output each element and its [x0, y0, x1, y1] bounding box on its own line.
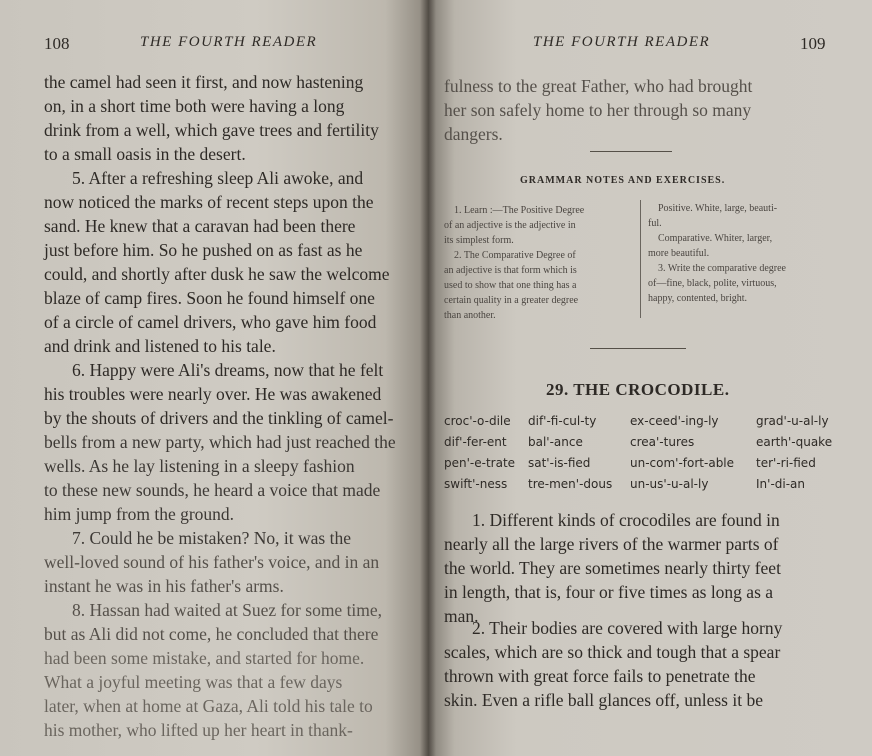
grammar-line: certain quality in a greater degree [444, 295, 579, 306]
left-line: to these new sounds, he heard a voice that made [44, 480, 381, 500]
right-line: in length, that is, four or five times as long as a [444, 582, 774, 602]
left-line: 8. Hassan had waited at Suez for some time, [72, 600, 383, 620]
grammar-line: 1. Learn :—The Positive Degree [454, 205, 585, 216]
vocab-word: sat'-is-fied [528, 456, 591, 470]
vocab-word: croc'-o-dile [444, 414, 511, 428]
grammar-line: used to show that one thing has a [444, 280, 577, 291]
right-running-head: THE FOURTH READER [533, 34, 711, 50]
left-line: him jump from the ground. [44, 504, 235, 524]
left-line: 6. Happy were Ali's dreams, now that he felt [72, 360, 384, 380]
left-page [0, 0, 428, 756]
vocab-word: swift'-ness [444, 477, 508, 491]
grammar-right-column [648, 201, 786, 306]
vocab-word: bal'-ance [528, 435, 583, 449]
vocab-col [444, 411, 515, 495]
grammar-left-column [444, 203, 584, 323]
grammar-line: ful. [648, 218, 662, 229]
left-line: now noticed the marks of recent steps upon the [44, 192, 374, 212]
left-line: 7. Could he be mistaken? No, it was the [72, 528, 351, 548]
grammar-line: happy, contented, bright. [648, 293, 748, 304]
right-line: 1. Different kinds of crocodiles are found in [472, 510, 780, 530]
right-line: scales, which are so thick and tough that a spear [444, 642, 781, 662]
right-line: dangers. [444, 124, 503, 144]
left-line: to a small oasis in the desert. [44, 144, 246, 164]
left-line: his mother, who lifted up her heart in thank- [44, 720, 353, 740]
left-line: on, in a short time both were having a long [44, 96, 345, 116]
left-line: could, and shortly after dusk he saw the welcome [44, 264, 390, 284]
column-separator [640, 200, 641, 318]
left-line: the camel had seen it first, and now hastening [44, 72, 364, 92]
divider-rule [590, 348, 686, 349]
right-page [428, 0, 872, 756]
left-line: well-loved sound of his father's voice, and in an [44, 552, 380, 572]
grammar-line: more beautiful. [648, 248, 710, 259]
left-running-head: THE FOURTH READER [140, 34, 318, 50]
divider-rule [590, 151, 672, 152]
left-line: drink from a well, which gave trees and fertility [44, 120, 379, 140]
right-line: the world. They are sometimes nearly thirty feet [444, 558, 781, 578]
vocab-word: earth'-quake [756, 435, 833, 449]
right-line: 2. Their bodies are covered with large horny [472, 618, 783, 638]
left-line: had been some mistake, and started for home. [44, 648, 365, 668]
vocab-word: dif'-fi-cul-ty [528, 414, 597, 428]
vocab-word: ter'-ri-fied [756, 456, 816, 470]
grammar-line: Comparative. Whiter, larger, [658, 233, 773, 244]
left-page-number: 108 [44, 34, 70, 53]
left-line: blaze of camp fires. Soon he found himself one [44, 288, 375, 308]
left-line: and drink and listened to his tale. [44, 336, 276, 356]
left-line: later, when at home at Gaza, Ali told his tale to [44, 696, 373, 716]
left-line: his troubles were nearly over. He was awakened [44, 384, 382, 404]
vocab-word: un-com'-fort-able [630, 456, 735, 470]
right-line: thrown with great force fails to penetrate the [444, 666, 756, 686]
vocab-word: tre-men'-dous [528, 477, 613, 491]
book-gutter [420, 0, 436, 756]
grammar-line: 3. Write the comparative degree [658, 263, 786, 274]
left-line: of a circle of camel drivers, who gave him food [44, 312, 377, 332]
right-line: nearly all the large rivers of the warmer parts of [444, 534, 779, 554]
vocab-word: crea'-tures [630, 435, 695, 449]
left-line: sand. He knew that a caravan had been there [44, 216, 356, 236]
vocab-col [756, 411, 832, 495]
lesson-title: 29. THE CROCODILE. [546, 380, 730, 399]
grammar-line: of—fine, black, polite, virtuous, [648, 278, 777, 289]
vocab-col [528, 411, 612, 495]
left-line: just before him. So he pushed on as fast as he [44, 240, 363, 260]
vocab-word: In'-di-an [756, 477, 806, 491]
left-line: What a joyful meeting was that a few days [44, 672, 343, 692]
right-line: fulness to the great Father, who had brought [444, 76, 753, 96]
grammar-line: than another. [444, 310, 496, 321]
vocab-word: ex-ceed'-ing-ly [630, 414, 719, 428]
right-line: skin. Even a rifle ball glances off, unless it be [444, 690, 763, 710]
vocab-word: pen'-e-trate [444, 456, 516, 470]
left-line: instant he was in his father's arms. [44, 576, 284, 596]
grammar-line: 2. The Comparative Degree of [454, 250, 576, 261]
left-line: bells from a new party, which had just reached the [44, 432, 396, 452]
right-line: man. [444, 606, 479, 626]
grammar-line: its simplest form. [444, 235, 514, 246]
right-page-number: 109 [800, 34, 826, 53]
left-line: by the shouts of drivers and the tinkling of camel- [44, 408, 394, 428]
vocab-word: grad'-u-al-ly [756, 414, 829, 428]
left-line: 5. After a refreshing sleep Ali awoke, and [72, 168, 364, 188]
grammar-line: of an adjective is the adjective in [444, 220, 576, 231]
left-line: wells. As he lay listening in a sleepy fashion [44, 456, 355, 476]
grammar-line: Positive. White, large, beauti- [658, 203, 778, 214]
vocab-word: dif'-fer-ent [444, 435, 507, 449]
vocab-col [630, 411, 734, 495]
left-line: but as Ali did not come, he concluded that there [44, 624, 379, 644]
grammar-line: an adjective is that form which is [444, 265, 577, 276]
vocab-word: un-us'-u-al-ly [630, 477, 709, 491]
grammar-title: GRAMMAR NOTES AND EXERCISES. [520, 175, 726, 186]
right-line: her son safely home to her through so many [444, 100, 752, 120]
